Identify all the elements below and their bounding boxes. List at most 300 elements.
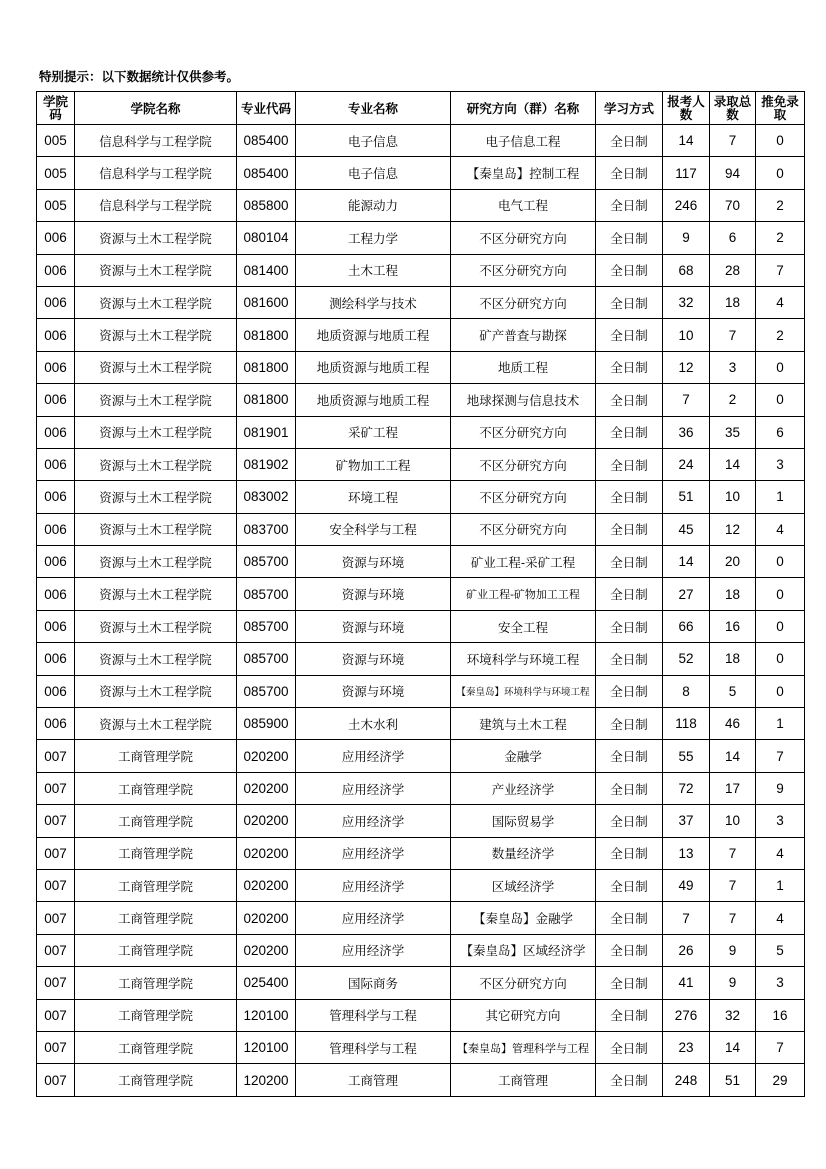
cell-college-name: 资源与土木工程学院 [75, 610, 237, 642]
cell-admitted-total: 7 [710, 319, 756, 351]
cell-research-direction: 【秦皇岛】环境科学与环境工程 [451, 675, 596, 707]
cell-major-code: 020200 [237, 869, 296, 901]
cell-college-code: 005 [37, 157, 75, 189]
cell-research-direction: 不区分研究方向 [451, 416, 596, 448]
cell-exempt-admitted: 2 [756, 189, 805, 221]
cell-major-name: 资源与环境 [296, 546, 451, 578]
table-row [37, 125, 805, 157]
cell-exempt-admitted: 7 [756, 1031, 805, 1063]
table-row [37, 513, 805, 545]
cell-exempt-admitted: 3 [756, 805, 805, 837]
cell-research-direction: 安全工程 [451, 610, 596, 642]
cell-applicants: 246 [663, 189, 710, 221]
header-major-name: 专业名称 [296, 92, 451, 125]
cell-college-name: 资源与土木工程学院 [75, 254, 237, 286]
cell-applicants: 24 [663, 448, 710, 480]
cell-research-direction: 【秦皇岛】管理科学与工程 [451, 1031, 596, 1063]
cell-applicants: 7 [663, 902, 710, 934]
cell-research-direction: 地球探测与信息技术 [451, 384, 596, 416]
cell-college-name: 工商管理学院 [75, 740, 237, 772]
cell-major-name: 地质资源与地质工程 [296, 319, 451, 351]
cell-applicants: 12 [663, 351, 710, 383]
cell-admitted-total: 14 [710, 740, 756, 772]
cell-research-direction: 【秦皇岛】控制工程 [451, 157, 596, 189]
cell-applicants: 37 [663, 805, 710, 837]
cell-college-name: 资源与土木工程学院 [75, 675, 237, 707]
cell-research-direction: 不区分研究方向 [451, 513, 596, 545]
cell-major-code: 085700 [237, 610, 296, 642]
cell-college-code: 007 [37, 772, 75, 804]
cell-admitted-total: 16 [710, 610, 756, 642]
cell-major-code: 085700 [237, 675, 296, 707]
cell-applicants: 68 [663, 254, 710, 286]
cell-exempt-admitted: 0 [756, 675, 805, 707]
cell-college-code: 007 [37, 967, 75, 999]
cell-major-name: 应用经济学 [296, 902, 451, 934]
cell-college-code: 006 [37, 222, 75, 254]
cell-study-mode: 全日制 [596, 189, 663, 221]
cell-applicants: 117 [663, 157, 710, 189]
cell-admitted-total: 20 [710, 546, 756, 578]
cell-research-direction: 环境科学与环境工程 [451, 643, 596, 675]
cell-admitted-total: 9 [710, 967, 756, 999]
cell-major-name: 应用经济学 [296, 934, 451, 966]
cell-admitted-total: 28 [710, 254, 756, 286]
cell-major-name: 国际商务 [296, 967, 451, 999]
cell-college-name: 工商管理学院 [75, 805, 237, 837]
cell-applicants: 52 [663, 643, 710, 675]
cell-exempt-admitted: 4 [756, 837, 805, 869]
cell-major-code: 020200 [237, 837, 296, 869]
cell-study-mode: 全日制 [596, 125, 663, 157]
cell-exempt-admitted: 0 [756, 125, 805, 157]
cell-research-direction: 矿产普查与勘探 [451, 319, 596, 351]
cell-college-name: 资源与土木工程学院 [75, 416, 237, 448]
cell-research-direction: 不区分研究方向 [451, 448, 596, 480]
table-row [37, 837, 805, 869]
cell-major-name: 应用经济学 [296, 805, 451, 837]
table-row [37, 934, 805, 966]
cell-study-mode: 全日制 [596, 1064, 663, 1096]
cell-research-direction: 数量经济学 [451, 837, 596, 869]
cell-study-mode: 全日制 [596, 1031, 663, 1063]
cell-admitted-total: 5 [710, 675, 756, 707]
cell-major-code: 085700 [237, 546, 296, 578]
cell-major-name: 资源与环境 [296, 675, 451, 707]
cell-major-name: 工程力学 [296, 222, 451, 254]
cell-exempt-admitted: 4 [756, 902, 805, 934]
cell-applicants: 8 [663, 675, 710, 707]
cell-exempt-admitted: 7 [756, 740, 805, 772]
cell-college-code: 006 [37, 481, 75, 513]
cell-college-name: 信息科学与工程学院 [75, 125, 237, 157]
cell-applicants: 23 [663, 1031, 710, 1063]
cell-exempt-admitted: 4 [756, 513, 805, 545]
cell-college-name: 资源与土木工程学院 [75, 222, 237, 254]
table-row [37, 902, 805, 934]
cell-research-direction: 不区分研究方向 [451, 254, 596, 286]
cell-applicants: 49 [663, 869, 710, 901]
table-body [37, 125, 805, 1097]
cell-college-name: 资源与土木工程学院 [75, 513, 237, 545]
cell-college-name: 工商管理学院 [75, 837, 237, 869]
cell-college-name: 工商管理学院 [75, 772, 237, 804]
cell-study-mode: 全日制 [596, 513, 663, 545]
cell-research-direction: 不区分研究方向 [451, 967, 596, 999]
cell-admitted-total: 32 [710, 999, 756, 1031]
cell-research-direction: 工商管理 [451, 1064, 596, 1096]
cell-applicants: 36 [663, 416, 710, 448]
cell-major-name: 能源动力 [296, 189, 451, 221]
cell-major-code: 080104 [237, 222, 296, 254]
cell-exempt-admitted: 16 [756, 999, 805, 1031]
cell-study-mode: 全日制 [596, 610, 663, 642]
cell-research-direction: 不区分研究方向 [451, 481, 596, 513]
table-row [37, 869, 805, 901]
cell-exempt-admitted: 0 [756, 578, 805, 610]
table-row [37, 999, 805, 1031]
table-row [37, 189, 805, 221]
cell-major-code: 085700 [237, 578, 296, 610]
cell-major-name: 资源与环境 [296, 643, 451, 675]
cell-college-name: 工商管理学院 [75, 934, 237, 966]
cell-admitted-total: 51 [710, 1064, 756, 1096]
cell-applicants: 10 [663, 319, 710, 351]
cell-admitted-total: 9 [710, 934, 756, 966]
cell-college-name: 资源与土木工程学院 [75, 319, 237, 351]
cell-college-code: 006 [37, 286, 75, 318]
cell-major-name: 矿物加工工程 [296, 448, 451, 480]
cell-college-code: 007 [37, 1031, 75, 1063]
cell-college-code: 005 [37, 189, 75, 221]
cell-research-direction: 建筑与土木工程 [451, 708, 596, 740]
cell-college-code: 006 [37, 675, 75, 707]
cell-college-code: 007 [37, 1064, 75, 1096]
cell-exempt-admitted: 0 [756, 643, 805, 675]
cell-major-name: 土木水利 [296, 708, 451, 740]
cell-exempt-admitted: 29 [756, 1064, 805, 1096]
table-row [37, 1031, 805, 1063]
cell-admitted-total: 7 [710, 125, 756, 157]
cell-major-code: 020200 [237, 934, 296, 966]
cell-major-code: 081902 [237, 448, 296, 480]
cell-study-mode: 全日制 [596, 416, 663, 448]
table-row [37, 157, 805, 189]
cell-applicants: 66 [663, 610, 710, 642]
cell-major-code: 081800 [237, 351, 296, 383]
cell-major-name: 地质资源与地质工程 [296, 384, 451, 416]
cell-research-direction: 国际贸易学 [451, 805, 596, 837]
cell-college-code: 006 [37, 416, 75, 448]
cell-major-name: 安全科学与工程 [296, 513, 451, 545]
cell-major-code: 083002 [237, 481, 296, 513]
cell-research-direction: 【秦皇岛】金融学 [451, 902, 596, 934]
cell-admitted-total: 7 [710, 837, 756, 869]
cell-exempt-admitted: 7 [756, 254, 805, 286]
cell-admitted-total: 2 [710, 384, 756, 416]
table-row [37, 481, 805, 513]
cell-college-code: 006 [37, 643, 75, 675]
table-row [37, 254, 805, 286]
cell-admitted-total: 70 [710, 189, 756, 221]
cell-exempt-admitted: 2 [756, 319, 805, 351]
cell-exempt-admitted: 0 [756, 351, 805, 383]
cell-exempt-admitted: 3 [756, 448, 805, 480]
cell-major-code: 020200 [237, 772, 296, 804]
cell-study-mode: 全日制 [596, 805, 663, 837]
cell-major-name: 应用经济学 [296, 837, 451, 869]
cell-admitted-total: 3 [710, 351, 756, 383]
header-exempt-admitted: 推免录取 [756, 92, 805, 125]
cell-college-name: 资源与土木工程学院 [75, 481, 237, 513]
cell-admitted-total: 18 [710, 578, 756, 610]
cell-major-name: 采矿工程 [296, 416, 451, 448]
admission-table [36, 91, 805, 1097]
cell-exempt-admitted: 5 [756, 934, 805, 966]
cell-college-code: 006 [37, 708, 75, 740]
cell-major-code: 020200 [237, 805, 296, 837]
cell-admitted-total: 14 [710, 448, 756, 480]
cell-college-name: 资源与土木工程学院 [75, 448, 237, 480]
cell-applicants: 41 [663, 967, 710, 999]
cell-admitted-total: 14 [710, 1031, 756, 1063]
cell-applicants: 51 [663, 481, 710, 513]
cell-major-code: 085400 [237, 157, 296, 189]
cell-study-mode: 全日制 [596, 448, 663, 480]
cell-admitted-total: 6 [710, 222, 756, 254]
cell-major-code: 020200 [237, 902, 296, 934]
table-row [37, 740, 805, 772]
table-row [37, 805, 805, 837]
cell-major-code: 081800 [237, 319, 296, 351]
cell-college-name: 工商管理学院 [75, 869, 237, 901]
cell-college-name: 工商管理学院 [75, 1064, 237, 1096]
notice-text: 特别提示：以下数据统计仅供参考。 [39, 69, 240, 84]
table-row [37, 610, 805, 642]
table-row [37, 772, 805, 804]
cell-admitted-total: 18 [710, 286, 756, 318]
cell-college-name: 工商管理学院 [75, 902, 237, 934]
cell-research-direction: 金融学 [451, 740, 596, 772]
cell-major-name: 环境工程 [296, 481, 451, 513]
header-admitted-total: 录取总数 [710, 92, 756, 125]
table-row [37, 1064, 805, 1096]
cell-exempt-admitted: 0 [756, 610, 805, 642]
cell-study-mode: 全日制 [596, 869, 663, 901]
cell-exempt-admitted: 0 [756, 157, 805, 189]
cell-admitted-total: 18 [710, 643, 756, 675]
cell-study-mode: 全日制 [596, 319, 663, 351]
cell-major-code: 083700 [237, 513, 296, 545]
cell-college-code: 007 [37, 869, 75, 901]
cell-applicants: 27 [663, 578, 710, 610]
cell-study-mode: 全日制 [596, 481, 663, 513]
cell-research-direction: 区域经济学 [451, 869, 596, 901]
cell-college-code: 007 [37, 934, 75, 966]
cell-major-name: 测绘科学与技术 [296, 286, 451, 318]
cell-study-mode: 全日制 [596, 934, 663, 966]
cell-college-code: 006 [37, 610, 75, 642]
cell-major-name: 管理科学与工程 [296, 1031, 451, 1063]
header-study-mode: 学习方式 [596, 92, 663, 125]
cell-major-name: 电子信息 [296, 125, 451, 157]
cell-college-code: 005 [37, 125, 75, 157]
table-row [37, 319, 805, 351]
cell-exempt-admitted: 6 [756, 416, 805, 448]
cell-study-mode: 全日制 [596, 772, 663, 804]
cell-college-code: 006 [37, 319, 75, 351]
cell-major-code: 085700 [237, 643, 296, 675]
cell-study-mode: 全日制 [596, 384, 663, 416]
cell-research-direction: 电子信息工程 [451, 125, 596, 157]
cell-research-direction: 不区分研究方向 [451, 286, 596, 318]
cell-major-name: 资源与环境 [296, 610, 451, 642]
table-row [37, 578, 805, 610]
cell-applicants: 14 [663, 546, 710, 578]
cell-applicants: 9 [663, 222, 710, 254]
cell-major-code: 085800 [237, 189, 296, 221]
cell-admitted-total: 7 [710, 869, 756, 901]
cell-college-name: 信息科学与工程学院 [75, 157, 237, 189]
cell-major-code: 081600 [237, 286, 296, 318]
cell-applicants: 14 [663, 125, 710, 157]
cell-admitted-total: 10 [710, 481, 756, 513]
cell-study-mode: 全日制 [596, 967, 663, 999]
table-header-row [37, 92, 805, 125]
cell-admitted-total: 7 [710, 902, 756, 934]
header-college-code: 学院码 [37, 92, 75, 125]
cell-study-mode: 全日制 [596, 222, 663, 254]
cell-major-name: 土木工程 [296, 254, 451, 286]
cell-applicants: 13 [663, 837, 710, 869]
cell-college-name: 工商管理学院 [75, 967, 237, 999]
cell-college-name: 资源与土木工程学院 [75, 384, 237, 416]
cell-college-code: 007 [37, 740, 75, 772]
cell-research-direction: 产业经济学 [451, 772, 596, 804]
cell-study-mode: 全日制 [596, 254, 663, 286]
cell-college-name: 资源与土木工程学院 [75, 578, 237, 610]
cell-college-code: 006 [37, 578, 75, 610]
cell-applicants: 55 [663, 740, 710, 772]
cell-major-name: 应用经济学 [296, 740, 451, 772]
cell-major-name: 电子信息 [296, 157, 451, 189]
cell-exempt-admitted: 1 [756, 869, 805, 901]
cell-major-code: 081800 [237, 384, 296, 416]
cell-exempt-admitted: 0 [756, 546, 805, 578]
cell-college-code: 006 [37, 351, 75, 383]
cell-major-name: 地质资源与地质工程 [296, 351, 451, 383]
cell-applicants: 45 [663, 513, 710, 545]
cell-major-code: 081400 [237, 254, 296, 286]
cell-study-mode: 全日制 [596, 578, 663, 610]
table-row [37, 351, 805, 383]
cell-applicants: 276 [663, 999, 710, 1031]
table-row [37, 708, 805, 740]
table-row [37, 643, 805, 675]
cell-study-mode: 全日制 [596, 902, 663, 934]
table-row [37, 448, 805, 480]
cell-admitted-total: 12 [710, 513, 756, 545]
cell-exempt-admitted: 2 [756, 222, 805, 254]
cell-research-direction: 【秦皇岛】区域经济学 [451, 934, 596, 966]
cell-research-direction: 其它研究方向 [451, 999, 596, 1031]
cell-study-mode: 全日制 [596, 837, 663, 869]
cell-applicants: 26 [663, 934, 710, 966]
cell-study-mode: 全日制 [596, 740, 663, 772]
table-row [37, 286, 805, 318]
cell-research-direction: 矿业工程-采矿工程 [451, 546, 596, 578]
cell-study-mode: 全日制 [596, 286, 663, 318]
cell-study-mode: 全日制 [596, 999, 663, 1031]
cell-research-direction: 矿业工程-矿物加工工程 [451, 578, 596, 610]
cell-college-code: 006 [37, 513, 75, 545]
cell-research-direction: 电气工程 [451, 189, 596, 221]
table-row [37, 675, 805, 707]
cell-major-code: 085400 [237, 125, 296, 157]
table-row [37, 416, 805, 448]
cell-college-code: 006 [37, 384, 75, 416]
cell-major-code: 085900 [237, 708, 296, 740]
cell-admitted-total: 46 [710, 708, 756, 740]
cell-college-name: 资源与土木工程学院 [75, 286, 237, 318]
cell-applicants: 118 [663, 708, 710, 740]
cell-college-code: 007 [37, 805, 75, 837]
cell-exempt-admitted: 1 [756, 481, 805, 513]
table-row [37, 222, 805, 254]
cell-major-code: 081901 [237, 416, 296, 448]
cell-exempt-admitted: 4 [756, 286, 805, 318]
header-college-name: 学院名称 [75, 92, 237, 125]
cell-admitted-total: 94 [710, 157, 756, 189]
cell-study-mode: 全日制 [596, 708, 663, 740]
cell-college-name: 资源与土木工程学院 [75, 351, 237, 383]
cell-admitted-total: 35 [710, 416, 756, 448]
cell-college-code: 007 [37, 999, 75, 1031]
cell-college-name: 信息科学与工程学院 [75, 189, 237, 221]
cell-applicants: 32 [663, 286, 710, 318]
cell-college-code: 006 [37, 448, 75, 480]
cell-exempt-admitted: 1 [756, 708, 805, 740]
cell-exempt-admitted: 9 [756, 772, 805, 804]
cell-major-code: 025400 [237, 967, 296, 999]
cell-college-name: 工商管理学院 [75, 999, 237, 1031]
cell-major-code: 020200 [237, 740, 296, 772]
cell-college-name: 工商管理学院 [75, 1031, 237, 1063]
cell-major-name: 管理科学与工程 [296, 999, 451, 1031]
cell-major-code: 120200 [237, 1064, 296, 1096]
cell-major-name: 工商管理 [296, 1064, 451, 1096]
cell-college-code: 006 [37, 254, 75, 286]
cell-study-mode: 全日制 [596, 546, 663, 578]
cell-major-code: 120100 [237, 1031, 296, 1063]
cell-admitted-total: 17 [710, 772, 756, 804]
cell-research-direction: 不区分研究方向 [451, 222, 596, 254]
table-row [37, 546, 805, 578]
header-major-code: 专业代码 [237, 92, 296, 125]
cell-study-mode: 全日制 [596, 351, 663, 383]
header-applicants: 报考人数 [663, 92, 710, 125]
cell-exempt-admitted: 0 [756, 384, 805, 416]
cell-study-mode: 全日制 [596, 157, 663, 189]
cell-exempt-admitted: 3 [756, 967, 805, 999]
table-row [37, 967, 805, 999]
cell-research-direction: 地质工程 [451, 351, 596, 383]
cell-college-code: 007 [37, 902, 75, 934]
header-research-direction: 研究方向（群）名称 [451, 92, 596, 125]
cell-admitted-total: 10 [710, 805, 756, 837]
cell-applicants: 72 [663, 772, 710, 804]
cell-major-name: 应用经济学 [296, 869, 451, 901]
